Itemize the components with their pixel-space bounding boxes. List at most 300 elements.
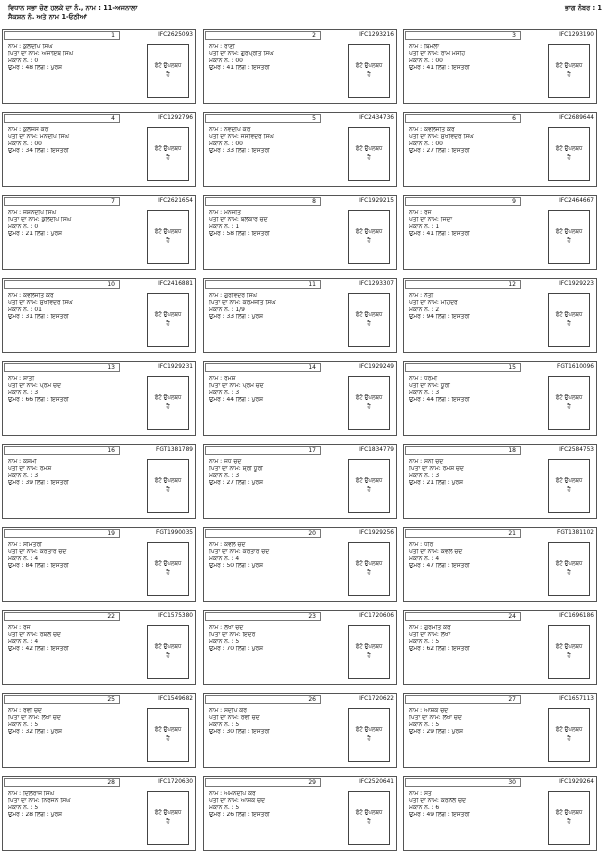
photo-placeholder	[147, 542, 189, 596]
house-number: ਮਕਾਨ ਨੰ. : 3	[209, 473, 240, 480]
voter-card	[403, 444, 597, 519]
photo-available-label-end: ਹੈ	[567, 736, 571, 742]
photo-placeholder	[548, 210, 590, 264]
voter-name: ਨਾਮ : ਜਸ਼ਨਦੀਪ ਸਿੰਘ	[8, 210, 56, 216]
epic-number: IFC2434736	[359, 115, 394, 121]
voter-card	[203, 610, 397, 685]
part-number: ਭਾਗ ਨੰਬਰ : 1	[565, 4, 602, 12]
serial-number: 13	[4, 363, 120, 372]
photo-available-label: ਫੋਟੋ ਉਪਲਬਧ	[154, 644, 182, 650]
age-gender: ਉਮਰ : 41 ਲਿੰਗ : ਇਸਤਰੀ	[209, 65, 270, 72]
photo-available-label: ਫੋਟੋ ਉਪਲਬਧ	[355, 478, 383, 484]
age-gender: ਉਮਰ : 21 ਲਿੰਗ : ਪੁਰਸ਼	[409, 480, 463, 487]
house-number: ਮਕਾਨ ਨੰ. : 00	[8, 141, 42, 148]
relation-name: ਪਤੀ ਦਾ ਨਾਮ: ਰਵੀ ਚੰਦ	[209, 715, 260, 722]
voter-name: ਨਾਮ : ਧੀਰੋ	[409, 542, 434, 548]
house-number: ਮਕਾਨ ਨੰ. : 4	[409, 556, 440, 563]
photo-placeholder	[548, 44, 590, 98]
photo-available-label-end: ਹੈ	[567, 653, 571, 659]
voter-name: ਨਾਮ : ਧਰਮੀ	[409, 376, 437, 382]
serial-number: 27	[405, 695, 521, 704]
age-gender: ਉਮਰ : 33 ਲਿੰਗ : ਪੁਰਸ਼	[209, 314, 263, 321]
age-gender: ਉਮਰ : 42 ਲਿੰਗ : ਇਸਤਰੀ	[8, 646, 69, 653]
epic-number: IFC1696186	[559, 613, 594, 619]
age-gender: ਉਮਰ : 48 ਲਿੰਗ : ਪੁਰਸ਼	[8, 65, 62, 72]
serial-number: 2	[205, 31, 321, 40]
relation-name: ਪਿਤਾ ਦਾ ਨਾਮ: ਕੁਲਦੀਪ ਸਿੰਘ	[8, 217, 72, 224]
epic-number: IFC1720630	[158, 779, 193, 785]
age-gender: ਉਮਰ : 21 ਲਿੰਗ : ਪੁਰਸ਼	[8, 231, 62, 238]
voter-name: ਨਾਮ : ਸੰਨੀ ਚੰਦ	[409, 459, 444, 465]
photo-available-label-end: ਹੈ	[567, 819, 571, 825]
age-gender: ਉਮਰ : 33 ਲਿੰਗ : ਇਸਤਰੀ	[209, 148, 270, 155]
voter-card	[403, 29, 597, 104]
voter-name: ਨਾਮ : ਦਿਲਰਾਜ ਸਿੰਘ	[8, 791, 55, 797]
voter-card	[2, 29, 196, 104]
relation-name: ਪਿਤਾ ਦਾ ਨਾਮ: ਲਖਾ ਚੰਦ	[8, 715, 61, 722]
house-number: ਮਕਾਨ ਨੰ. : 5	[209, 722, 240, 729]
voter-name: ਨਾਮ : ਸ਼ਾਂਤੀ	[8, 376, 35, 382]
photo-placeholder	[548, 459, 590, 513]
voter-card	[403, 610, 597, 685]
age-gender: ਉਮਰ : 66 ਲਿੰਗ : ਇਸਤਰੀ	[8, 397, 69, 404]
photo-available-label: ਫੋਟੋ ਉਪਲਬਧ	[555, 478, 583, 484]
voter-name: ਨਾਮ : ਕੁਲਦੀਪ ਸਿੰਘ	[8, 44, 53, 50]
photo-available-label: ਫੋਟੋ ਉਪਲਬਧ	[154, 727, 182, 733]
photo-available-label: ਫੋਟੋ ਉਪਲਬਧ	[154, 478, 182, 484]
epic-number: IFC2689644	[559, 115, 594, 121]
photo-placeholder	[147, 625, 189, 679]
serial-number: 5	[205, 114, 321, 123]
relation-name: ਪਤੀ ਦਾ ਨਾਮ: ਜਿੰਦਾ	[409, 217, 453, 224]
relation-name: ਪਤੀ ਦਾ ਨਾਮ: ਗੁਰਪ੍ਰੀਤ ਸਿੰਘ	[209, 51, 274, 58]
epic-number: IFC1929256	[359, 530, 394, 536]
constituency-title: ਵਿਧਾਨ ਸਭਾ ਚੋਣ ਹਲਕੇ ਦਾ ਨੰ., ਨਾਮ : 11-ਅਜਨਾਲਾ	[8, 4, 138, 12]
photo-placeholder	[348, 459, 390, 513]
photo-available-label-end: ਹੈ	[367, 819, 371, 825]
photo-available-label: ਫੋਟੋ ਉਪਲਬਧ	[555, 810, 583, 816]
photo-placeholder	[548, 542, 590, 596]
photo-placeholder	[548, 625, 590, 679]
photo-available-label-end: ਹੈ	[567, 487, 571, 493]
photo-available-label: ਫੋਟੋ ਉਪਲਬਧ	[355, 312, 383, 318]
serial-number: 24	[405, 612, 521, 621]
voter-name: ਨਾਮ : ਨੈਤੀ	[409, 293, 434, 299]
photo-available-label: ਫੋਟੋ ਉਪਲਬਧ	[154, 312, 182, 318]
voter-name: ਨਾਮ : ਰਜ	[8, 625, 31, 631]
age-gender: ਉਮਰ : 50 ਲਿੰਗ : ਪੁਰਸ਼	[209, 563, 263, 570]
serial-number: 15	[405, 363, 521, 372]
serial-number: 29	[205, 778, 321, 787]
house-number: ਮਕਾਨ ਨੰ. : 2	[409, 307, 440, 314]
house-number: ਮਕਾਨ ਨੰ. : 5	[209, 639, 240, 646]
photo-available-label: ਫੋਟੋ ਉਪਲਬਧ	[154, 146, 182, 152]
voter-name: ਨਾਮ : ਆਸ਼ਕ ਚੰਦ	[409, 708, 449, 714]
relation-name: ਪਤੀ ਦਾ ਨਾਮ: ਕਰਨੈਲ ਚੰਦ	[409, 798, 466, 805]
photo-available-label: ਫੋਟੋ ਉਪਲਬਧ	[154, 561, 182, 567]
age-gender: ਉਮਰ : 47 ਲਿੰਗ : ਇਸਤਰੀ	[409, 563, 470, 570]
relation-name: ਪਿਤਾ ਦਾ ਨਾਮ: ਇੰਦਰ	[209, 632, 256, 639]
voter-name: ਨਾਮ : ਰਜ	[409, 210, 432, 216]
house-number: ਮਕਾਨ ਨੰ. : 5	[409, 639, 440, 646]
photo-available-label: ਫੋਟੋ ਉਪਲਬਧ	[555, 146, 583, 152]
voter-card	[403, 361, 597, 436]
photo-available-label: ਫੋਟੋ ਉਪਲਬਧ	[555, 727, 583, 733]
serial-number: 22	[4, 612, 120, 621]
voter-card	[403, 776, 597, 851]
house-number: ਮਕਾਨ ਨੰ. : 3	[409, 390, 440, 397]
relation-name: ਪਤੀ ਦਾ ਨਾਮ: ਕਰਤਾਰ ਚੰਦ	[8, 549, 67, 556]
voter-name: ਨਾਮ : ਮਨਜੀਤ	[209, 210, 241, 216]
photo-available-label-end: ਹੈ	[367, 321, 371, 327]
voter-card	[203, 29, 397, 104]
voter-name: ਨਾਮ : ਲੱਖਾ ਚੰਦ	[209, 625, 244, 631]
relation-name: ਪਿਤਾ ਦਾ ਨਾਮ: ਕਰਤਾਰ ਚੰਦ	[209, 549, 270, 556]
age-gender: ਉਮਰ : 44 ਲਿੰਗ : ਪੁਰਸ਼	[209, 397, 263, 404]
epic-number: FGT1381789	[156, 447, 193, 453]
photo-available-label-end: ਹੈ	[567, 404, 571, 410]
photo-placeholder	[548, 791, 590, 845]
serial-number: 20	[205, 529, 321, 538]
photo-available-label: ਫੋਟੋ ਉਪਲਬਧ	[355, 810, 383, 816]
photo-available-label-end: ਹੈ	[567, 238, 571, 244]
voter-name: ਨਾਮ : ਕੁਲਜਸ ਕੌਰ	[8, 127, 49, 133]
relation-name: ਪਤੀ ਦਾ ਨਾਮ: ਰਾਮ ਮਸੀਹ	[409, 51, 466, 58]
voter-name: ਨਾਮ : ਰਵੀ ਚੰਦ	[8, 708, 42, 714]
section-title: ਸੈਕਸ਼ਨ ਨੰ. ਅਤੇ ਨਾਮ 1-ਓਠੀਆਂ	[8, 13, 88, 21]
relation-name: ਪਿਤਾ ਦਾ ਨਾਮ: ਪ੍ਰੇਮ ਚੰਦ	[209, 383, 264, 390]
photo-placeholder	[548, 708, 590, 762]
relation-name: ਪਿਤਾ ਦਾ ਨਾਮ: ਨਿਰੰਜਨ ਸਿੰਘ	[8, 798, 71, 805]
voter-name: ਨਾਮ : ਸਤੋ	[409, 791, 432, 797]
photo-placeholder	[548, 376, 590, 430]
age-gender: ਉਮਰ : 27 ਲਿੰਗ : ਇਸਤਰੀ	[409, 148, 470, 155]
house-number: ਮਕਾਨ ਨੰ. : 4	[8, 556, 39, 563]
photo-available-label-end: ਹੈ	[367, 736, 371, 742]
photo-placeholder	[348, 293, 390, 347]
voter-name: ਨਾਮ : ਗੁਰਮੀਤ ਕੌਰ	[409, 625, 451, 631]
house-number: ਮਕਾਨ ਨੰ. : 1/9	[209, 307, 245, 314]
voter-card	[2, 610, 196, 685]
house-number: ਮਕਾਨ ਨੰ. : 0	[8, 224, 39, 231]
photo-placeholder	[147, 459, 189, 513]
house-number: ਮਕਾਨ ਨੰ. : 1	[209, 224, 240, 231]
photo-available-label: ਫੋਟੋ ਉਪਲਬਧ	[154, 395, 182, 401]
photo-available-label-end: ਹੈ	[367, 487, 371, 493]
photo-available-label: ਫੋਟੋ ਉਪਲਬਧ	[355, 395, 383, 401]
house-number: ਮਕਾਨ ਨੰ. : 00	[409, 141, 443, 148]
serial-number: 28	[4, 778, 120, 787]
photo-available-label-end: ਹੈ	[367, 72, 371, 78]
photo-placeholder	[147, 791, 189, 845]
age-gender: ਉਮਰ : 26 ਲਿੰਗ : ਇਸਤਰੀ	[209, 812, 270, 819]
epic-number: IFC1720622	[359, 696, 394, 702]
serial-number: 14	[205, 363, 321, 372]
relation-name: ਪਿਤਾ ਦਾ ਨਾਮ: ਰਮੇਸ਼ ਚੰਦ	[409, 466, 464, 473]
serial-number: 9	[405, 197, 521, 206]
voter-card	[2, 527, 196, 602]
photo-placeholder	[147, 44, 189, 98]
relation-name: ਪਤੀ ਦਾ ਨਾਮ: ਮਨਦੀਪ ਸਿੰਘ	[8, 134, 69, 141]
photo-available-label-end: ਹੈ	[567, 570, 571, 576]
photo-available-label: ਫੋਟੋ ਉਪਲਬਧ	[154, 229, 182, 235]
serial-number: 17	[205, 446, 321, 455]
age-gender: ਉਮਰ : 41 ਲਿੰਗ : ਇਸਤਰੀ	[409, 231, 470, 238]
voter-card	[403, 693, 597, 768]
epic-number: IFC1293216	[359, 32, 394, 38]
photo-placeholder	[348, 376, 390, 430]
photo-available-label: ਫੋਟੋ ਉਪਲਬਧ	[555, 644, 583, 650]
voter-name: ਨਾਮ : ਕਵਲਜੀਤ ਕੌਰ	[409, 127, 455, 133]
photo-available-label-end: ਹੈ	[166, 570, 170, 576]
house-number: ਮਕਾਨ ਨੰ. : 6	[409, 805, 440, 812]
age-gender: ਉਮਰ : 58 ਲਿੰਗ : ਇਸਤਰੀ	[209, 231, 270, 238]
serial-number: 30	[405, 778, 521, 787]
age-gender: ਉਮਰ : 32 ਲਿੰਗ : ਪੁਰਸ਼	[8, 729, 62, 736]
age-gender: ਉਮਰ : 29 ਲਿੰਗ : ਪੁਰਸ਼	[409, 729, 463, 736]
photo-available-label: ਫੋਟੋ ਉਪਲਬਧ	[154, 810, 182, 816]
voter-name: ਨਾਮ : ਗੁਰਵਿੰਦਰ ਸਿੰਘ	[209, 293, 257, 299]
voter-card-grid	[2, 29, 610, 858]
age-gender: ਉਮਰ : 34 ਲਿੰਗ : ਇਸਤਰੀ	[8, 148, 69, 155]
voter-name: ਨਾਮ : ਨਵਦੀਪ ਕੌਰ	[209, 127, 251, 133]
epic-number: IFC1929249	[359, 364, 394, 370]
serial-number: 12	[405, 280, 521, 289]
voter-card	[2, 112, 196, 187]
epic-number: IFC1549682	[158, 696, 193, 702]
photo-available-label-end: ਹੈ	[567, 321, 571, 327]
serial-number: 16	[4, 446, 120, 455]
photo-placeholder	[147, 376, 189, 430]
epic-number: IFC1929223	[559, 281, 594, 287]
photo-placeholder	[548, 127, 590, 181]
photo-available-label-end: ਹੈ	[166, 321, 170, 327]
photo-placeholder	[348, 625, 390, 679]
voter-card	[403, 112, 597, 187]
relation-name: ਪਤੀ ਦਾ ਨਾਮ: ਸੁਖਵਿੰਦਰ ਸਿੰਘ	[409, 134, 474, 141]
age-gender: ਉਮਰ : 28 ਲਿੰਗ : ਪੁਰਸ਼	[8, 812, 62, 819]
photo-placeholder	[348, 44, 390, 98]
voter-card	[2, 361, 196, 436]
epic-number: FGT1990035	[156, 530, 193, 536]
voter-card	[2, 195, 196, 270]
age-gender: ਉਮਰ : 30 ਲਿੰਗ : ਇਸਤਰੀ	[209, 729, 270, 736]
photo-available-label-end: ਹੈ	[166, 487, 170, 493]
voter-name: ਨਾਮ : ਬਿਮਲਾ	[409, 44, 440, 50]
age-gender: ਉਮਰ : 44 ਲਿੰਗ : ਇਸਤਰੀ	[409, 397, 470, 404]
epic-number: FGT1610096	[557, 364, 594, 370]
photo-placeholder	[348, 127, 390, 181]
relation-name: ਪਤੀ ਦਾ ਨਾਮ: ਰਮੇਸ਼	[8, 466, 52, 473]
voter-card	[203, 361, 397, 436]
age-gender: ਉਮਰ : 39 ਲਿੰਗ : ਇਸਤਰੀ	[8, 480, 69, 487]
epic-number: IFC2584753	[559, 447, 594, 453]
relation-name: ਪਤੀ ਦਾ ਨਾਮ: ਪ੍ਰੇਮ ਚੰਦ	[8, 383, 61, 390]
house-number: ਮਕਾਨ ਨੰ. : 01	[8, 307, 42, 314]
photo-available-label-end: ਹੈ	[166, 819, 170, 825]
photo-available-label: ਫੋਟੋ ਉਪਲਬਧ	[555, 63, 583, 69]
serial-number: 26	[205, 695, 321, 704]
age-gender: ਉਮਰ : 70 ਲਿੰਗ : ਪੁਰਸ਼	[209, 646, 263, 653]
photo-available-label-end: ਹੈ	[166, 72, 170, 78]
serial-number: 6	[405, 114, 521, 123]
age-gender: ਉਮਰ : 62 ਲਿੰਗ : ਇਸਤਰੀ	[409, 646, 470, 653]
epic-number: IFC1834779	[359, 447, 394, 453]
voter-name: ਨਾਮ : ਅਮਨਦੀਪ ਕੌਰ	[209, 791, 256, 797]
voter-name: ਨਾਮ : ਕੰਵਲਜੀਤ ਕੌਰ	[8, 293, 54, 299]
photo-available-label-end: ਹੈ	[166, 238, 170, 244]
voter-name: ਨਾਮ : ਰਾਣੀ	[209, 44, 235, 50]
photo-placeholder	[348, 791, 390, 845]
epic-number: IFC1575380	[158, 613, 193, 619]
photo-available-label-end: ਹੈ	[367, 404, 371, 410]
relation-name: ਪਿਤਾ ਦਾ ਨਾਮ: ਅਜਾਇਬ ਸਿੰਘ	[8, 51, 74, 58]
relation-name: ਪਿਤਾ ਦਾ ਨਾਮ: ਲਖਾ ਚੰਦ	[409, 715, 462, 722]
age-gender: ਉਮਰ : 94 ਲਿੰਗ : ਇਸਤਰੀ	[409, 314, 470, 321]
photo-placeholder	[348, 542, 390, 596]
photo-available-label: ਫੋਟੋ ਉਪਲਬਧ	[555, 561, 583, 567]
epic-number: IFC2621654	[158, 198, 193, 204]
house-number: ਮਕਾਨ ਨੰ. : 00	[209, 58, 243, 65]
photo-available-label: ਫੋਟੋ ਉਪਲਬਧ	[355, 229, 383, 235]
age-gender: ਉਮਰ : 49 ਲਿੰਗ : ਇਸਤਰੀ	[409, 812, 470, 819]
voter-card	[403, 278, 597, 353]
voter-card	[203, 195, 397, 270]
epic-number: IFC1293307	[359, 281, 394, 287]
serial-number: 1	[4, 31, 120, 40]
photo-available-label-end: ਹੈ	[367, 238, 371, 244]
photo-placeholder	[147, 127, 189, 181]
relation-name: ਪਤੀ ਦਾ ਨਾਮ: ਆਸ਼ਕ ਚੰਦ	[209, 798, 265, 805]
age-gender: ਉਮਰ : 41 ਲਿੰਗ : ਇਸਤਰੀ	[409, 65, 470, 72]
serial-number: 8	[205, 197, 321, 206]
photo-available-label: ਫੋਟੋ ਉਪਲਬਧ	[555, 229, 583, 235]
voter-card	[2, 278, 196, 353]
photo-available-label-end: ਹੈ	[166, 404, 170, 410]
epic-number: IFC2625093	[158, 32, 193, 38]
epic-number: IFC1929231	[158, 364, 193, 370]
voter-name: ਨਾਮ : ਰਮੇਸ਼	[209, 376, 236, 382]
house-number: ਮਕਾਨ ਨੰ. : 3	[8, 390, 39, 397]
serial-number: 10	[4, 280, 120, 289]
house-number: ਮਕਾਨ ਨੰ. : 5	[209, 805, 240, 812]
voter-card	[203, 693, 397, 768]
serial-number: 25	[4, 695, 120, 704]
serial-number: 21	[405, 529, 521, 538]
voter-name: ਨਾਮ : ਕੇਵਲ ਚੰਦ	[209, 542, 246, 548]
voter-card	[2, 776, 196, 851]
photo-placeholder	[348, 708, 390, 762]
voter-card	[203, 527, 397, 602]
voter-card	[203, 112, 397, 187]
photo-placeholder	[548, 293, 590, 347]
serial-number: 19	[4, 529, 120, 538]
photo-available-label: ਫੋਟੋ ਉਪਲਬਧ	[355, 644, 383, 650]
relation-name: ਪਤੀ ਦਾ ਨਾਮ: ਸੁਖਵਿੰਦਰ ਸਿੰਘ	[8, 300, 73, 307]
relation-name: ਪਤੀ ਦਾ ਨਾਮ: ਮਹਿੰਦਰ	[409, 300, 458, 307]
photo-available-label-end: ਹੈ	[166, 155, 170, 161]
serial-number: 3	[405, 31, 521, 40]
voter-card	[403, 527, 597, 602]
voter-card	[203, 776, 397, 851]
voter-card	[2, 444, 196, 519]
age-gender: ਉਮਰ : 84 ਲਿੰਗ : ਇਸਤਰੀ	[8, 563, 69, 570]
serial-number: 4	[4, 114, 120, 123]
photo-available-label-end: ਹੈ	[567, 155, 571, 161]
relation-name: ਪਤੀ ਦਾ ਨਾਮ: ਲੱਖਾ	[409, 632, 451, 639]
photo-placeholder	[348, 210, 390, 264]
epic-number: IFC2464667	[559, 198, 594, 204]
voter-name: ਨਾਮ : ਜੋਧ ਚੰਦ	[209, 459, 242, 465]
photo-available-label-end: ਹੈ	[567, 72, 571, 78]
epic-number: IFC2416881	[158, 281, 193, 287]
voter-card	[203, 278, 397, 353]
house-number: ਮਕਾਨ ਨੰ. : 5	[8, 805, 39, 812]
relation-name: ਪਤੀ ਦਾ ਨਾਮ: ਕੇਵਲ ਚੰਦ	[409, 549, 463, 556]
relation-name: ਪਿਤਾ ਦਾ ਨਾਮ: ਕਰਮਜੀਤ ਸਿੰਘ	[209, 300, 276, 307]
voter-name: ਨਾਮ : ਸੰਦੀਪ ਕੌਰ	[209, 708, 247, 714]
photo-available-label-end: ਹੈ	[367, 653, 371, 659]
photo-available-label: ਫੋਟੋ ਉਪਲਬਧ	[355, 727, 383, 733]
house-number: ਮਕਾਨ ਨੰ. : 0	[8, 58, 39, 65]
serial-number: 18	[405, 446, 521, 455]
house-number: ਮਕਾਨ ਨੰ. : 1	[409, 224, 440, 231]
age-gender: ਉਮਰ : 27 ਲਿੰਗ : ਪੁਰਸ਼	[209, 480, 263, 487]
age-gender: ਉਮਰ : 31 ਲਿੰਗ : ਇਸਤਰੀ	[8, 314, 69, 321]
house-number: ਮਕਾਨ ਨੰ. : 5	[8, 722, 39, 729]
photo-available-label-end: ਹੈ	[166, 653, 170, 659]
serial-number: 23	[205, 612, 321, 621]
relation-name: ਪਤੀ ਦਾ ਨਾਮ: ਬਲਕਾਰ ਚੰਦ	[209, 217, 268, 224]
photo-available-label: ਫੋਟੋ ਉਪਲਬਧ	[355, 63, 383, 69]
photo-available-label-end: ਹੈ	[367, 570, 371, 576]
relation-name: ਪਤੀ ਦਾ ਨਾਮ: ਧੂਰੀ	[409, 383, 450, 390]
photo-placeholder	[147, 293, 189, 347]
serial-number: 11	[205, 280, 321, 289]
epic-number: FGT1381102	[557, 530, 594, 536]
relation-name: ਪਿਤਾ ਦਾ ਨਾਮ: ਸ਼੍ਰੀ ਧੂਰੀ	[209, 466, 263, 473]
photo-available-label: ਫੋਟੋ ਉਪਲਬਧ	[355, 146, 383, 152]
photo-available-label: ਫੋਟੋ ਉਪਲਬਧ	[555, 395, 583, 401]
photo-available-label: ਫੋਟੋ ਉਪਲਬਧ	[355, 561, 383, 567]
epic-number: IFC2520641	[359, 779, 394, 785]
photo-available-label: ਫੋਟੋ ਉਪਲਬਧ	[154, 63, 182, 69]
relation-name: ਪਤੀ ਦਾ ਨਾਮ: ਜਸਵਿੰਦਰ ਸਿੰਘ	[209, 134, 274, 141]
epic-number: IFC1292796	[158, 115, 193, 121]
photo-available-label-end: ਹੈ	[166, 736, 170, 742]
photo-available-label-end: ਹੈ	[367, 155, 371, 161]
relation-name: ਪਤੀ ਦਾ ਨਾਮ: ਰੱਬਲ ਚੰਦ	[8, 632, 61, 639]
house-number: ਮਕਾਨ ਨੰ. : 4	[8, 639, 39, 646]
epic-number: IFC1929215	[359, 198, 394, 204]
photo-available-label: ਫੋਟੋ ਉਪਲਬਧ	[555, 312, 583, 318]
photo-placeholder	[147, 210, 189, 264]
epic-number: IFC1293190	[559, 32, 594, 38]
voter-card	[203, 444, 397, 519]
house-number: ਮਕਾਨ ਨੰ. : 00	[409, 58, 443, 65]
serial-number: 7	[4, 197, 120, 206]
epic-number: IFC1657113	[559, 696, 594, 702]
house-number: ਮਕਾਨ ਨੰ. : 3	[409, 473, 440, 480]
house-number: ਮਕਾਨ ਨੰ. : 4	[209, 556, 240, 563]
voter-card	[2, 693, 196, 768]
epic-number: IFC1929264	[559, 779, 594, 785]
house-number: ਮਕਾਨ ਨੰ. : 3	[8, 473, 39, 480]
epic-number: IFC1720606	[359, 613, 394, 619]
voter-name: ਨਾਮ : ਕਸ਼ਮੀ	[8, 459, 37, 465]
voter-card	[403, 195, 597, 270]
photo-placeholder	[147, 708, 189, 762]
